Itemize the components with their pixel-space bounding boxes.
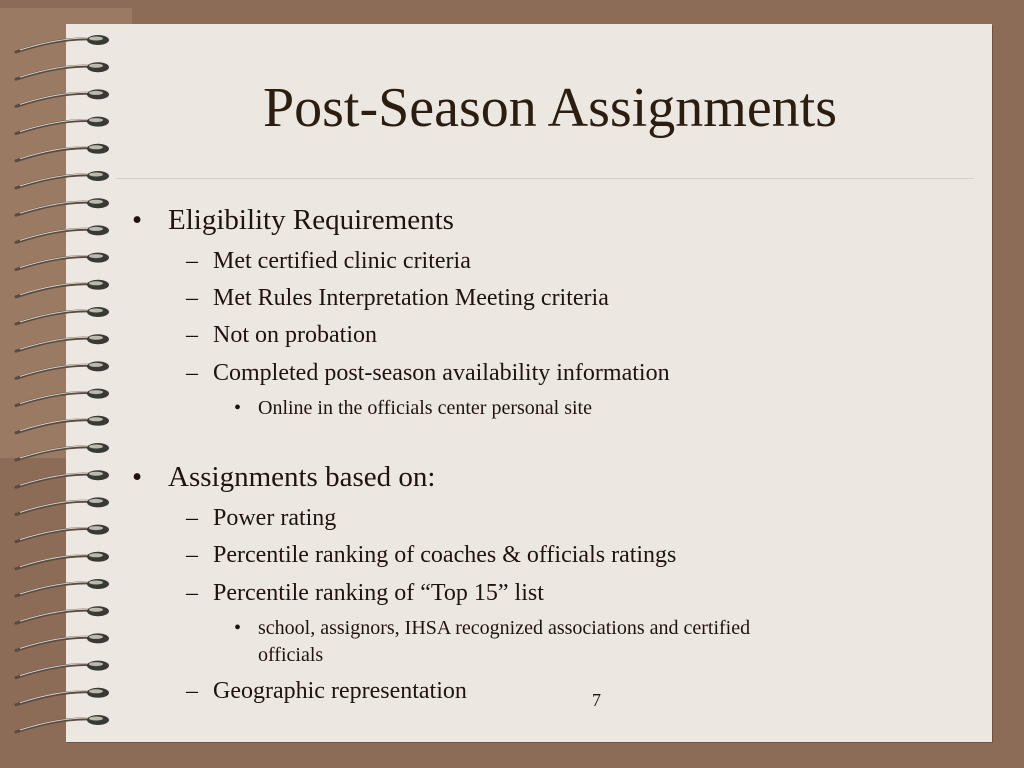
dash-marker: – [186,248,198,274]
sub-list-item: Online in the officials center personal site [258,397,592,419]
slide-title: Post-Season Assignments [262,77,838,139]
list-item: Met certified clinic criteria [213,248,471,274]
list-item: Percentile ranking of coaches & officials ratings [213,542,677,568]
bullet-marker: • [132,204,143,236]
dash-marker: – [186,580,198,606]
dash-marker: – [186,322,198,348]
dash-marker: – [186,542,198,568]
dash-marker: – [186,678,198,704]
list-item: Geographic representation [213,678,467,704]
sub-list-item-continued: officials [258,644,324,666]
list-item: Met Rules Interpretation Meeting criteria [213,285,609,311]
section-heading-assignments: Assignments based on: [168,461,436,493]
bullet-marker: • [132,461,143,493]
sub-list-item: school, assignors, IHSA recognized associations and certified [258,617,751,639]
slide-number: 7 [592,690,601,710]
dash-marker: – [186,360,198,386]
list-item: Not on probation [213,322,377,348]
bullet-marker: • [234,617,242,639]
list-item: Completed post-season availability information [213,360,670,386]
list-item: Power rating [213,505,337,531]
list-item: Percentile ranking of “Top 15” list [213,580,544,606]
dash-marker: – [186,505,198,531]
dash-marker: – [186,285,198,311]
bullet-marker: • [234,397,242,419]
section-heading-eligibility: Eligibility Requirements [168,204,454,236]
